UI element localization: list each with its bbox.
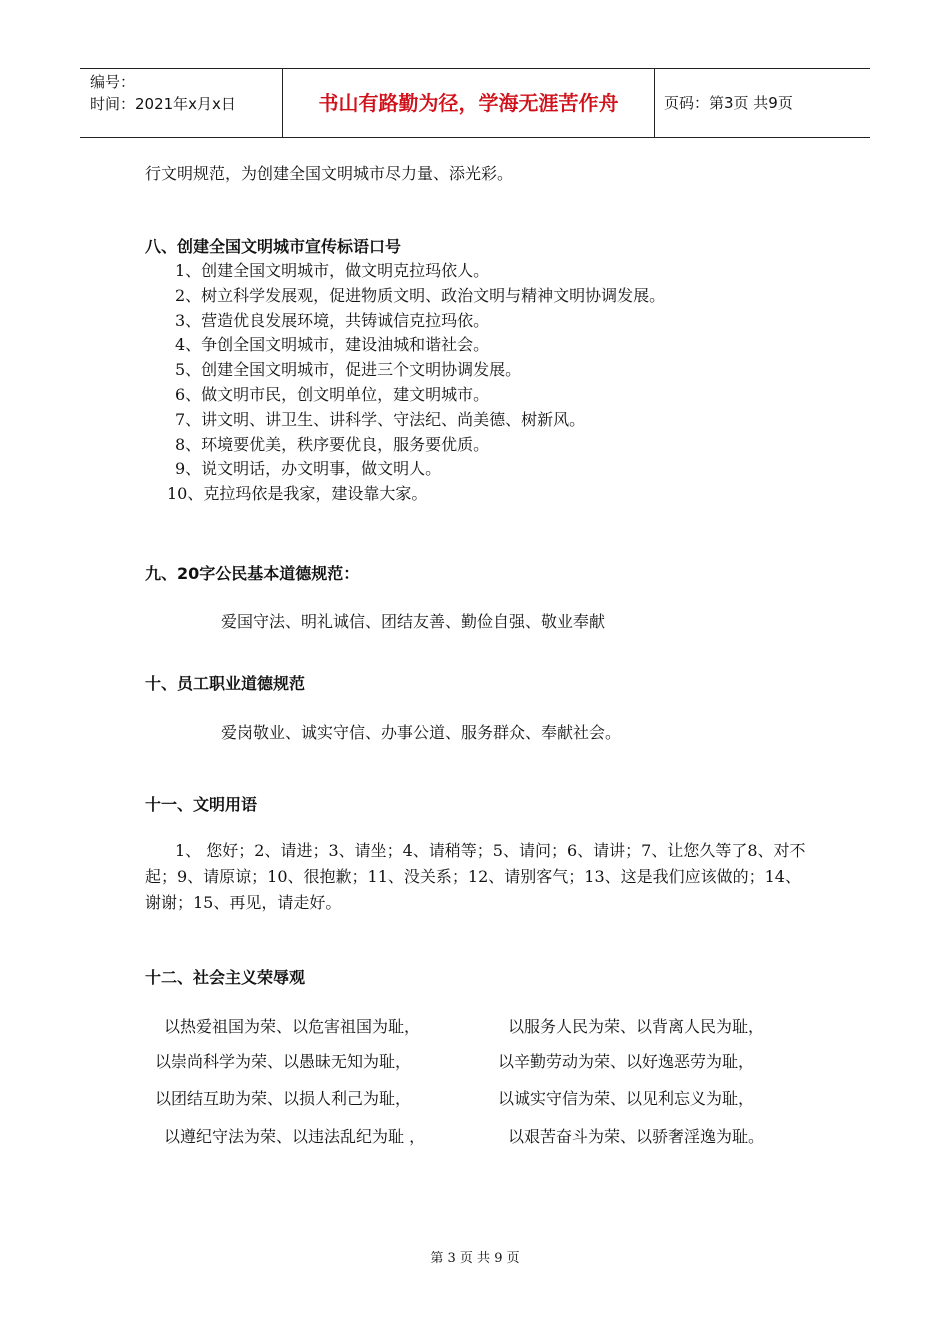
list-item: 5、创建全国文明城市，促进三个文明协调发展。 xyxy=(175,360,522,380)
list-item: 1、创建全国文明城市，做文明克拉玛依人。 xyxy=(175,261,490,280)
number-label: 编号： xyxy=(90,73,136,91)
list-item: 3、营造优良发展环境，共铸诚信克拉玛依。 xyxy=(175,310,490,330)
header-motto: 书山有路勤为径，学海无涯苦作舟 xyxy=(318,91,619,115)
section10-title: 十、员工职业道德规范 xyxy=(145,674,306,693)
page-footer: 第 3 页 共 9 页 xyxy=(430,1251,520,1266)
rong-right-1: 以服务人民为荣、以背离人民为耻， xyxy=(508,1017,765,1036)
rong-right-4: 以艰苦奋斗为荣、以骄奢淫逸为耻。 xyxy=(508,1127,765,1146)
header-page-info: 页码：第3页 共9页 xyxy=(664,94,793,112)
list-item: 8、环境要优美，秩序要优良，服务要优质。 xyxy=(175,434,490,454)
intro-line: 行文明规范，为创建全国文明城市尽力量、添光彩。 xyxy=(145,164,514,183)
list-item: 6、做文明市民，创文明单位，建文明城市。 xyxy=(175,384,490,404)
section12-title: 十二、社会主义荣辱观 xyxy=(145,968,306,987)
header-meta xyxy=(80,69,282,139)
rong-left-1: 以热爱祖国为荣、以危害祖国为耻， xyxy=(164,1017,421,1036)
list-item: 4、争创全国文明城市，建设油城和谐社会。 xyxy=(175,335,490,355)
time-label: 时间：2021年x月x日 xyxy=(90,95,236,113)
slogan-list xyxy=(167,259,666,507)
list-item: 2、树立科学发展观，促进物质文明、政治文明与精神文明协调发展。 xyxy=(175,285,666,305)
header-motto-cell xyxy=(282,69,655,137)
rong-left-2: 以崇尚科学为荣、以愚昧无知为耻， xyxy=(155,1052,412,1071)
section11-body: 1、 您好；2、请进；3、请坐；4、请稍等；5、请问；6、请讲；7、让您久等了8、对不起；9、请原谅；10、很抱歉；11、没关系；12、请别客气；13、这是我们应该做的；14、谢谢；15、再见，请走好。 xyxy=(145,841,806,912)
section10-body: 爱岗敬业、诚实守信、办事公道、服务群众、奉献社会。 xyxy=(221,723,622,742)
section11-title: 十一、文明用语 xyxy=(145,795,258,814)
rong-left-4: 以遵纪守法为荣、以违法乱纪为耻 ， xyxy=(164,1127,426,1146)
section8-title: 八、创建全国文明城市宣传标语口号 xyxy=(145,237,402,256)
rong-left-3: 以团结互助为荣、以损人利己为耻， xyxy=(155,1089,412,1108)
rong-right-2: 以辛勤劳动为荣、以好逸恶劳为耻， xyxy=(498,1052,755,1071)
list-item: 9、说文明话，办文明事，做文明人。 xyxy=(175,459,442,479)
list-item: 10、克拉玛依是我家，建设靠大家。 xyxy=(167,484,428,504)
section9-title: 九、20字公民基本道德规范： xyxy=(145,564,360,583)
page-header xyxy=(80,68,870,138)
list-item: 7、讲文明、讲卫生、讲科学、守法纪、尚美德、树新风。 xyxy=(175,409,586,429)
section9-body: 爱国守法、明礼诚信、团结友善、勤俭自强、敬业奉献 xyxy=(221,612,606,631)
rong-right-3: 以诚实守信为荣、以见利忘义为耻， xyxy=(498,1089,755,1108)
